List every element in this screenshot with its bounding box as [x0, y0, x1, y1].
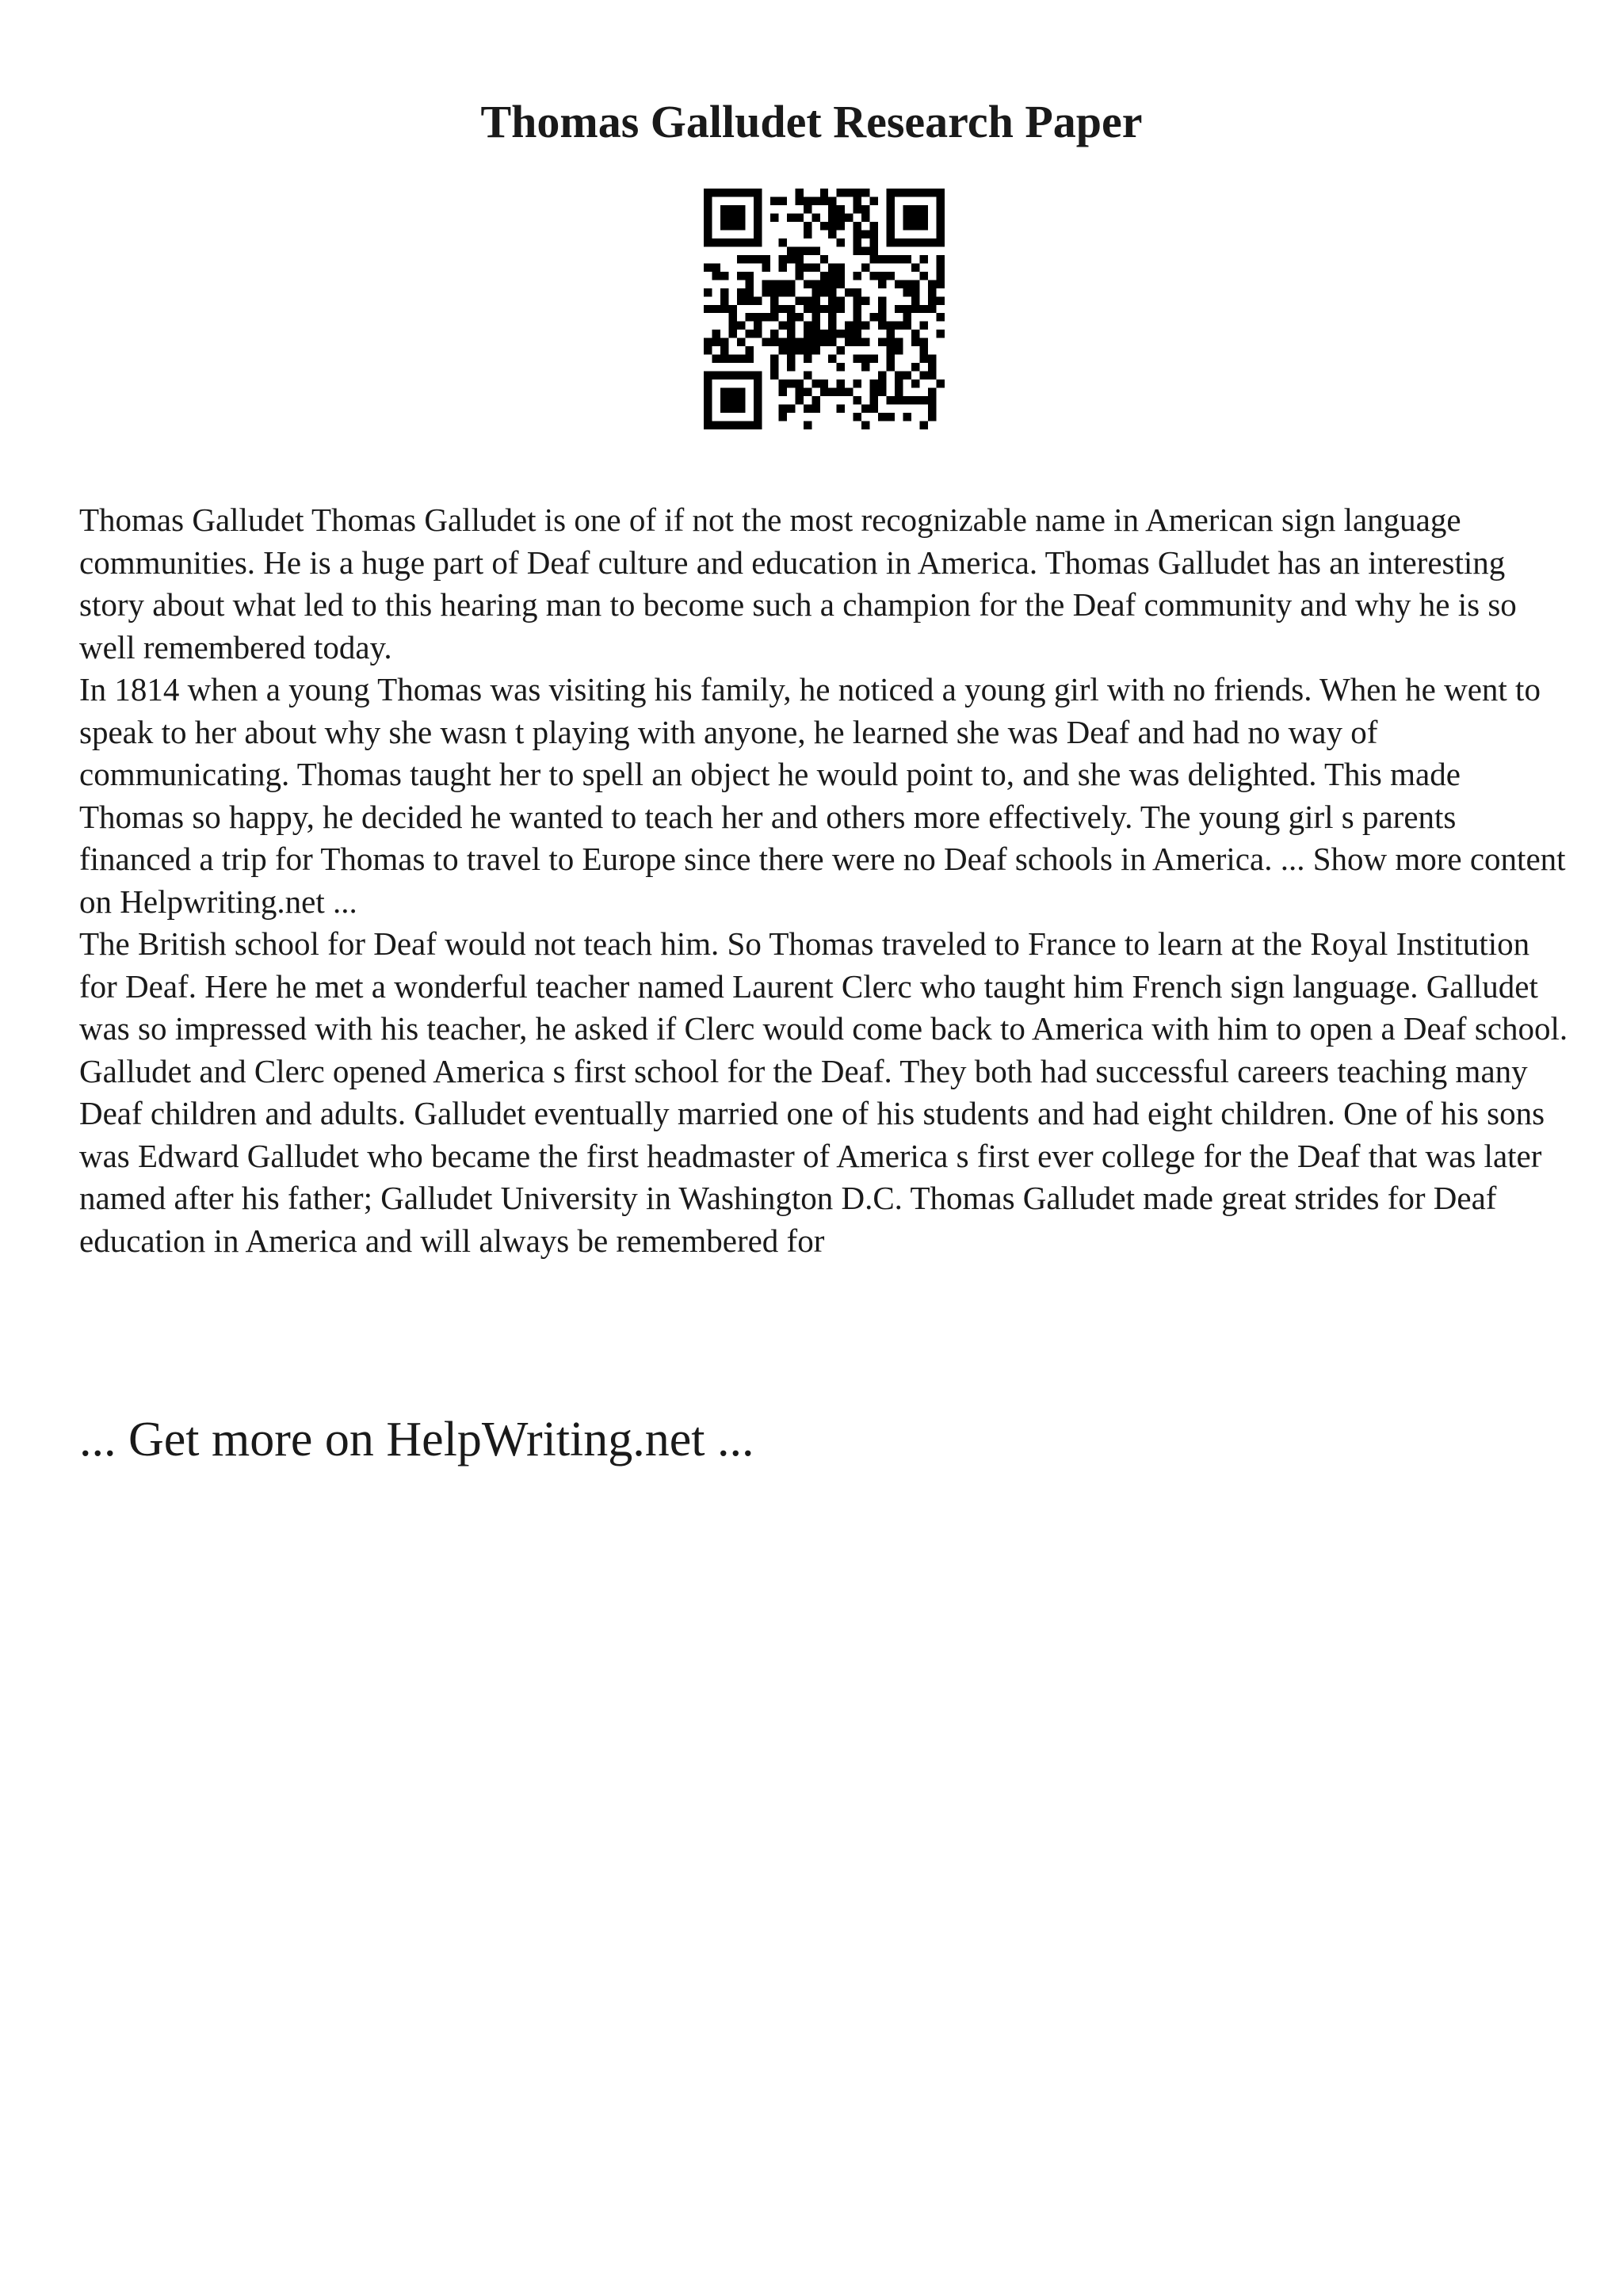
paragraph: Thomas Galludet Thomas Galludet is one of if not the most recognizable name in American sign language communities. He is a huge part of Deaf culture and education in America. Thomas Galludet has an interesting story about what led to this hearing man to become such a champion for the Deaf community and why he is so well remembered today. — [79, 502, 1517, 666]
get-more-link[interactable]: ... Get more on HelpWriting.net ... — [79, 1413, 754, 1466]
document-body — [79, 499, 1569, 1262]
page-title: Thomas Galludet Research Paper — [480, 96, 1143, 147]
paragraph: The British school for Deaf would not teach him. So Thomas traveled to France to learn at the Royal Institution for Deaf. Here he met a wonderful teacher named Laurent Clerc who taught him French sign language. Galludet was so impressed with his teacher, he asked if Clerc would come back to America with him to open a Deaf school. — [79, 925, 1568, 1047]
paragraph: In 1814 when a young Thomas was visiting his family, he noticed a young girl with no friends. When he went to speak to her about why she wasn t playing with anyone, he learned she was Deaf and had no way of communicating. Thomas taught her to spell an object he would point to, and she was delighted. This made Thomas so happy, he decided he wanted to teach her and others more effectively. The young girl s parents financed a trip for Thomas to travel to Europe since there were no Deaf schools in America. ... Show more content on Helpwriting.net ... — [79, 671, 1566, 920]
paragraph: Galludet and Clerc opened America s first school for the Deaf. They both had successful careers teaching many Deaf children and adults. Galludet eventually married one of his students and had eight children. One of his sons was Edward Galludet who became the first headmaster of America s first ever college for the Deaf that was later named after his father; Galludet University in Washington D.C. Thomas Galludet made great strides for Deaf education in America and will always be remembered for — [79, 1052, 1545, 1259]
qr-code-icon — [704, 189, 945, 429]
